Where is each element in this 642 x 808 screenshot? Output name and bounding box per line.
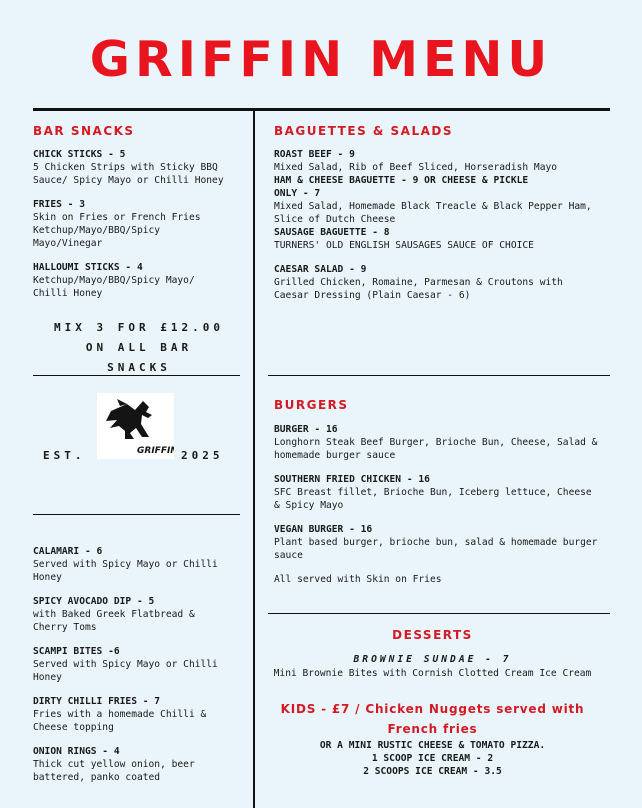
item-desc: Fries with a homemade Chilli & Cheese topping bbox=[33, 709, 207, 733]
burgers-heading: BURGERS bbox=[274, 398, 349, 412]
burgers-note: All served with Skin on Fries bbox=[274, 574, 442, 585]
item-desc: 5 Chicken Strips with Sticky BBQ Sauce/ Spicy Mayo or Chilli Honey bbox=[33, 162, 224, 186]
item-title: CHICK STICKS - 5 bbox=[33, 149, 126, 160]
item-desc: Served with Spicy Mayo or Chilli Honey bbox=[33, 559, 218, 583]
baguettes-list bbox=[274, 148, 614, 302]
bar-snacks-promo: MIX 3 FOR £12.00 ON ALL BAR SNACKS bbox=[54, 321, 224, 374]
menu-item bbox=[33, 745, 248, 784]
kids-heading: KIDS - £7 / Chicken Nuggets served with French fries bbox=[280, 702, 585, 736]
caesar-title: CAESAR SALAD - 9 bbox=[274, 264, 367, 275]
menu-item bbox=[33, 261, 248, 300]
menu-item bbox=[33, 595, 248, 634]
griffin-logo bbox=[97, 393, 174, 459]
item-title: VEGAN BURGER - 16 bbox=[274, 524, 373, 535]
menu-item bbox=[33, 695, 248, 734]
item-desc: with Baked Greek Flatbread & Cherry Toms bbox=[33, 609, 195, 633]
item-title: ONION RINGS - 4 bbox=[33, 746, 120, 757]
brownie-title: BROWNIE SUNDAE - 7 bbox=[353, 654, 512, 665]
sides-list bbox=[33, 545, 248, 784]
item-title: SCAMPI BITES -6 bbox=[33, 646, 120, 657]
item-desc: Thick cut yellow onion, beer battered, panko coated bbox=[33, 759, 195, 783]
item-desc: Longhorn Steak Beef Burger, Brioche Bun, Cheese, Salad & homemade burger sauce bbox=[274, 437, 598, 461]
kids-line-3: 2 SCOOPS ICE CREAM - 3.5 bbox=[363, 766, 502, 777]
item-desc: Ketchup/Mayo/BBQ/Spicy Mayo/ Chilli Honey bbox=[33, 275, 195, 299]
item-title: SPICY AVOCADO DIP - 5 bbox=[33, 596, 155, 607]
brownie-desc: Mini Brownie Bites with Cornish Clotted Cream Ice Cream bbox=[273, 668, 592, 679]
bar-snacks-list bbox=[33, 148, 248, 300]
item-title: CALAMARI - 6 bbox=[33, 546, 103, 557]
sausage-desc: TURNERS' OLD ENGLISH SAUSAGES SAUCE OF CHOICE bbox=[274, 240, 534, 251]
bar-snacks-heading: BAR SNACKS bbox=[33, 124, 135, 138]
divider-left-2 bbox=[33, 514, 240, 515]
item-title: DIRTY CHILLI FRIES - 7 bbox=[33, 696, 161, 707]
desserts-heading: DESSERTS bbox=[392, 628, 473, 642]
menu-item bbox=[33, 148, 248, 187]
menu-item bbox=[33, 198, 248, 250]
sausage-title: SAUSAGE BAGUETTE - 8 bbox=[274, 227, 390, 238]
item-desc: Plant based burger, brioche bun, salad & homemade burger sauce bbox=[274, 537, 598, 561]
top-divider bbox=[33, 108, 610, 111]
menu-item bbox=[274, 473, 614, 512]
baguettes-heading: BAGUETTES & SALADS bbox=[274, 124, 453, 138]
item-desc: Skin on Fries or French Fries Ketchup/Mayo/BBQ/Spicy Mayo/Vinegar bbox=[33, 212, 201, 249]
item-desc: Served with Spicy Mayo or Chilli Honey bbox=[33, 659, 218, 683]
est-year: 2025 bbox=[181, 449, 224, 462]
griffin-emblem-icon bbox=[97, 393, 174, 459]
ham-cheese-title: HAM & CHEESE BAGUETTE - 9 OR CHEESE & PICKLE ONLY - 7 bbox=[274, 175, 529, 199]
burgers-list bbox=[274, 423, 614, 586]
divider-right-2 bbox=[268, 613, 610, 614]
item-title: HALLOUMI STICKS - 4 bbox=[33, 262, 143, 273]
divider-right-1 bbox=[268, 375, 610, 376]
menu-item bbox=[274, 423, 614, 462]
kids-line-1: OR A MINI RUSTIC CHEESE & TOMATO PIZZA. bbox=[319, 740, 546, 751]
item-title: FRIES - 3 bbox=[33, 199, 85, 210]
kids-line-2: 1 SCOOP ICE CREAM - 2 bbox=[371, 753, 494, 764]
page-title: GRIFFIN MENU bbox=[89, 31, 553, 88]
ham-cheese-desc: Mixed Salad, Homemade Black Treacle & Black Pepper Ham, Slice of Dutch Cheese bbox=[274, 201, 592, 225]
menu-item bbox=[274, 523, 614, 562]
item-title: SOUTHERN FRIED CHICKEN - 16 bbox=[274, 474, 430, 485]
item-desc: SFC Breast fillet, Brioche Bun, Iceberg lettuce, Cheese & Spicy Mayo bbox=[274, 487, 592, 511]
caesar-desc: Grilled Chicken, Romaine, Parmesan & Croutons with Caesar Dressing (Plain Caesar - 6) bbox=[274, 277, 563, 301]
menu-item bbox=[33, 545, 248, 584]
logo-text: GRIFFIN bbox=[137, 446, 174, 456]
menu-item bbox=[33, 645, 248, 684]
est-label: EST. bbox=[43, 449, 86, 462]
item-title: BURGER - 16 bbox=[274, 424, 338, 435]
roast-beef-desc: Mixed Salad, Rib of Beef Sliced, Horseradish Mayo bbox=[274, 162, 558, 173]
roast-beef-title: ROAST BEEF - 9 bbox=[274, 149, 355, 160]
